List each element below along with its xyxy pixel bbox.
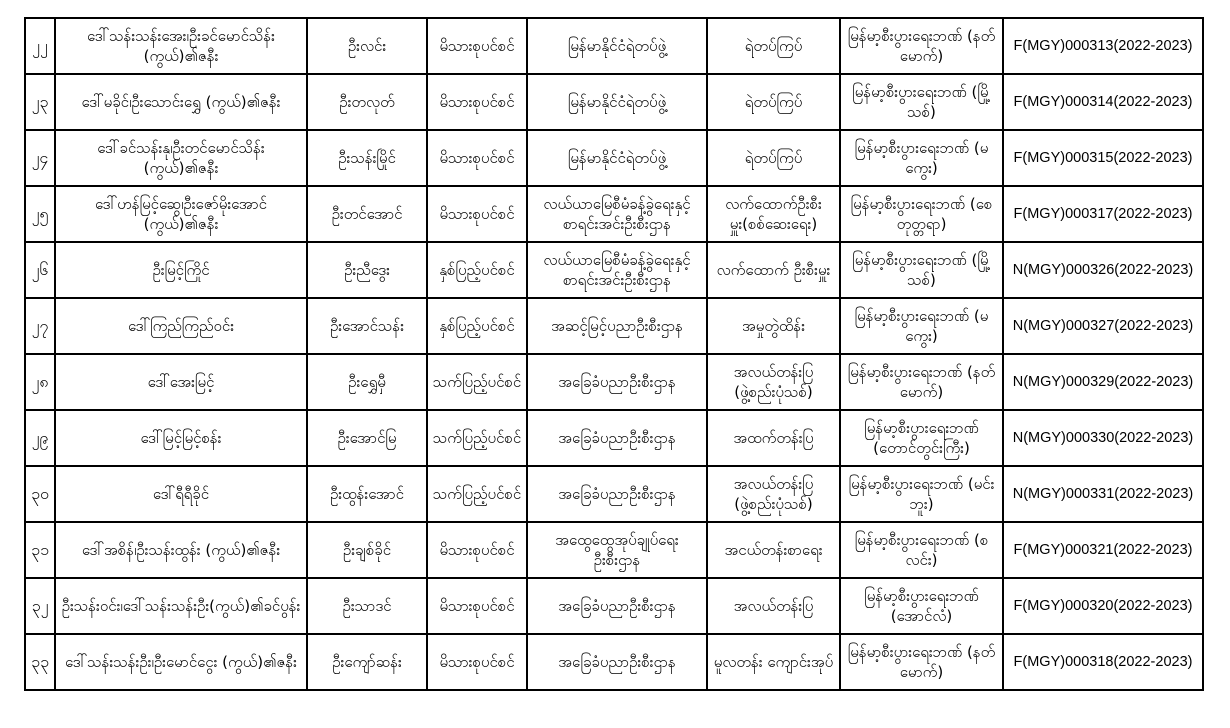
pensioner-name: ဒေါ်အေးမြင့် (55, 354, 307, 410)
row-number: ၂၉ (25, 410, 55, 466)
pension-type: မိသားစုပင်စင် (427, 634, 527, 690)
father-name: ဦးညီဒွေး (307, 242, 427, 298)
position-title: အမှုတွဲထိန်း (707, 298, 840, 354)
row-number: ၃၁ (25, 522, 55, 578)
bank-branch: မြန်မာ့စီးပွားရေးဘဏ် (မကွေး) (840, 130, 1003, 186)
bank-branch: မြန်မာ့စီးပွားရေးဘဏ် (တောင်တွင်းကြီး) (840, 410, 1003, 466)
position-title: အငယ်တန်းစာရေး (707, 522, 840, 578)
father-name: ဦးလင်း (307, 18, 427, 74)
pension-type: နှစ်ပြည့်ပင်စင် (427, 242, 527, 298)
father-name: ဦးရွှေမှီ (307, 354, 427, 410)
pensioner-name: ဦးသန်းဝင်း၊ဒေါ်သန်းသန်းဦး(ကွယ်)၏ခင်ပွန်း (55, 578, 307, 634)
row-number: ၂၄ (25, 130, 55, 186)
position-title: လက်ထောက် ဦးစီးမှူး (707, 242, 840, 298)
pension-code: F(MGY)000317(2022-2023) (1003, 186, 1203, 242)
department-name: အခြေခံပညာဦးစီးဌာန (527, 578, 707, 634)
pension-type: မိသားစုပင်စင် (427, 186, 527, 242)
pension-code: F(MGY)000321(2022-2023) (1003, 522, 1203, 578)
row-number: ၃၂ (25, 578, 55, 634)
row-number: ၂၃ (25, 74, 55, 130)
bank-branch: မြန်မာ့စီးပွားရေးဘဏ် (မြို့သစ်) (840, 74, 1003, 130)
table-row (25, 634, 1203, 690)
department-name: လယ်ယာမြေစီမံခန့်ခွဲရေးနှင့်စာရင်းအင်းဦးစီးဌာန (527, 242, 707, 298)
table-row (25, 410, 1203, 466)
position-title: အလယ်တန်းပြ (707, 578, 840, 634)
pensioner-name: ဒေါ်အစိန်၊ဦးသန်းထွန်း (ကွယ်)၏ဇနီး (55, 522, 307, 578)
pension-type: သက်ပြည့်ပင်စင် (427, 354, 527, 410)
pension-code: F(MGY)000318(2022-2023) (1003, 634, 1203, 690)
department-name: အခြေခံပညာဦးစီးဌာန (527, 634, 707, 690)
pension-code: F(MGY)000314(2022-2023) (1003, 74, 1203, 130)
pension-code: N(MGY)000326(2022-2023) (1003, 242, 1203, 298)
father-name: ဦးသာဒင် (307, 578, 427, 634)
pension-type: မိသားစုပင်စင် (427, 578, 527, 634)
father-name: ဦးကျော်ဆန်း (307, 634, 427, 690)
department-name: အထွေထွေအုပ်ချုပ်ရေး ဦးစီးဌာန (527, 522, 707, 578)
pension-type: သက်ပြည့်ပင်စင် (427, 410, 527, 466)
department-name: မြန်မာနိုင်ငံရဲတပ်ဖွဲ့ (527, 74, 707, 130)
pensioner-name: ဒေါ်မြင့်မြင့်စန်း (55, 410, 307, 466)
table-row (25, 466, 1203, 522)
row-number: ၂၆ (25, 242, 55, 298)
table-row (25, 130, 1203, 186)
position-title: ရဲတပ်ကြပ် (707, 74, 840, 130)
bank-branch: မြန်မာ့စီးပွားရေးဘဏ် (အောင်လံ) (840, 578, 1003, 634)
bank-branch: မြန်မာ့စီးပွားရေးဘဏ် (နတ်မောက်) (840, 634, 1003, 690)
pension-code: F(MGY)000315(2022-2023) (1003, 130, 1203, 186)
position-title: အလယ်တန်းပြ (ဖွဲ့စည်းပုံသစ်) (707, 466, 840, 522)
bank-branch: မြန်မာ့စီးပွားရေးဘဏ် (စေတုတ္တရာ) (840, 186, 1003, 242)
position-title: လက်ထောက်ဦးစီးမှူး(စစ်ဆေးရေး) (707, 186, 840, 242)
pension-code: N(MGY)000330(2022-2023) (1003, 410, 1203, 466)
pensioner-name: ဒေါ်မခိုင်၊ဦးသောင်းရွှေ (ကွယ်)၏ဇနီး (55, 74, 307, 130)
position-title: ရဲတပ်ကြပ် (707, 130, 840, 186)
pension-code: N(MGY)000331(2022-2023) (1003, 466, 1203, 522)
table-row (25, 354, 1203, 410)
bank-branch: မြန်မာ့စီးပွားရေးဘဏ် (မင်းဘူး) (840, 466, 1003, 522)
table-row (25, 242, 1203, 298)
row-number: ၃၃ (25, 634, 55, 690)
father-name: ဦးအောင်သန်း (307, 298, 427, 354)
table-row (25, 186, 1203, 242)
pension-type: သက်ပြည့်ပင်စင် (427, 466, 527, 522)
pensioner-name: ဒေါ်သန်းသန်းဦး၊ဦးမောင်ငွေး (ကွယ်)၏ဇနီး (55, 634, 307, 690)
father-name: ဦးချစ်ခိုင် (307, 522, 427, 578)
department-name: အခြေခံပညာဦးစီးဌာန (527, 410, 707, 466)
pension-table (24, 17, 1204, 691)
department-name: မြန်မာနိုင်ငံရဲတပ်ဖွဲ့ (527, 18, 707, 74)
pension-type: မိသားစုပင်စင် (427, 522, 527, 578)
pensioner-name: ဒေါ်ကြည်ကြည်ဝင်း (55, 298, 307, 354)
table-body (25, 18, 1203, 690)
pension-type: မိသားစုပင်စင် (427, 74, 527, 130)
row-number: ၂၂ (25, 18, 55, 74)
department-name: အဆင့်မြင့်ပညာဦးစီးဌာန (527, 298, 707, 354)
pensioner-name: ဦးမြင့်ကြိုင် (55, 242, 307, 298)
bank-branch: မြန်မာ့စီးပွားရေးဘဏ် (နတ်မောက်) (840, 354, 1003, 410)
bank-branch: မြန်မာ့စီးပွားရေးဘဏ် (စလင်း) (840, 522, 1003, 578)
pension-code: N(MGY)000329(2022-2023) (1003, 354, 1203, 410)
pension-code: N(MGY)000327(2022-2023) (1003, 298, 1203, 354)
father-name: ဦးအောင်မြ (307, 410, 427, 466)
row-number: ၂၅ (25, 186, 55, 242)
pension-type: မိသားစုပင်စင် (427, 130, 527, 186)
position-title: ရဲတပ်ကြပ် (707, 18, 840, 74)
pension-code: F(MGY)000313(2022-2023) (1003, 18, 1203, 74)
department-name: လယ်ယာမြေစီမံခန့်ခွဲရေးနှင့်စာရင်းအင်းဦးစီးဌာန (527, 186, 707, 242)
pension-type: နှစ်ပြည့်ပင်စင် (427, 298, 527, 354)
father-name: ဦးတင်အောင် (307, 186, 427, 242)
department-name: အခြေခံပညာဦးစီးဌာန (527, 466, 707, 522)
pensioner-name: ဒေါ်ရီရီခိုင် (55, 466, 307, 522)
table-row (25, 74, 1203, 130)
row-number: ၃၀ (25, 466, 55, 522)
pensioner-name: ဒေါ်ခင်သန်းနု၊ဦးတင်မောင်သိန်း (ကွယ်)၏ဇနီး (55, 130, 307, 186)
pensioner-name: ဒေါ်သန်းသန်းအေး၊ဦးခင်မောင်သိန်း (ကွယ်)၏ဇနီး (55, 18, 307, 74)
pension-code: F(MGY)000320(2022-2023) (1003, 578, 1203, 634)
father-name: ဦးတလုတ် (307, 74, 427, 130)
bank-branch: မြန်မာ့စီးပွားရေးဘဏ် (မကွေး) (840, 298, 1003, 354)
bank-branch: မြန်မာ့စီးပွားရေးဘဏ် (မြို့သစ်) (840, 242, 1003, 298)
position-title: အလယ်တန်းပြ (ဖွဲ့စည်းပုံသစ်) (707, 354, 840, 410)
pension-type: မိသားစုပင်စင် (427, 18, 527, 74)
table-row (25, 578, 1203, 634)
father-name: ဦးထွန်းအောင် (307, 466, 427, 522)
department-name: အခြေခံပညာဦးစီးဌာန (527, 354, 707, 410)
row-number: ၂၇ (25, 298, 55, 354)
table-row (25, 298, 1203, 354)
pensioner-name: ဒေါ်ဟန်မြင့်ဆွေ၊ဦးဇော်မိုးအောင် (ကွယ်)၏ဇနီး (55, 186, 307, 242)
department-name: မြန်မာနိုင်ငံရဲတပ်ဖွဲ့ (527, 130, 707, 186)
table-row (25, 18, 1203, 74)
position-title: မူလတန်း ကျောင်းအုပ် (707, 634, 840, 690)
row-number: ၂၈ (25, 354, 55, 410)
father-name: ဦးသန်းမြိုင် (307, 130, 427, 186)
position-title: အထက်တန်းပြ (707, 410, 840, 466)
table-row (25, 522, 1203, 578)
bank-branch: မြန်မာ့စီးပွားရေးဘဏ် (နတ်မောက်) (840, 18, 1003, 74)
